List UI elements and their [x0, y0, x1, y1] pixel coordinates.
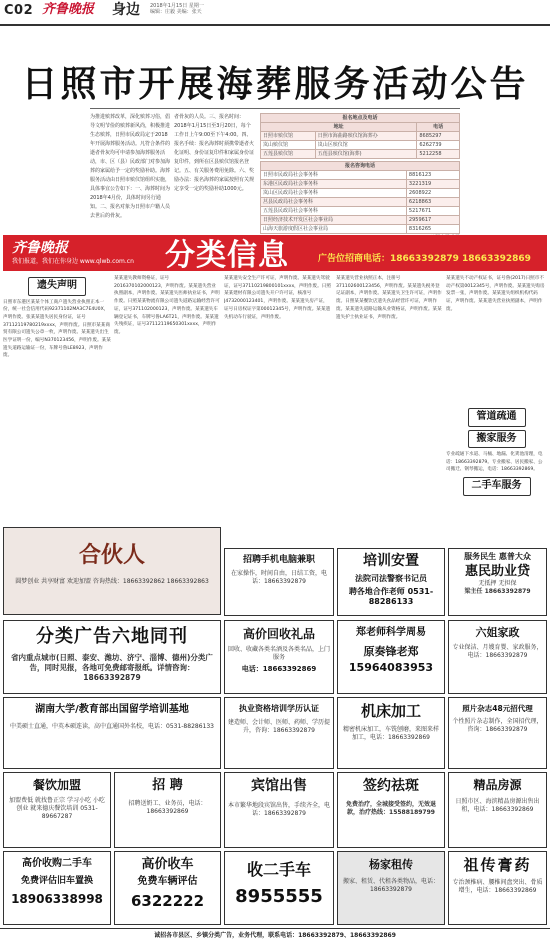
recruit-text: 在家操作，时间自由，日结工资，电话：18663392879	[230, 570, 327, 586]
classified-col-4: 某某遗失营业执照正本，注册号371102600123456，声明作废。某某遗失税务登记证副本，声明作废。某某遗失卫生许可证，声明作废。日照某某餐饮店遗失食品经营许可证，声明作废。某某遗失道路运输从业资格证，声明作废。某某遗失护士执业证书，声明作废。	[336, 276, 442, 320]
housekeep-text: 专业保洁、月嫂育婴、家政服务，电话：18663392879	[452, 643, 543, 659]
loan-contact: 梁主任 18663392879	[464, 588, 531, 596]
title-rule	[90, 108, 460, 109]
gift-sub: 回收、收藏各类名酒及各类名品，上门服务	[228, 646, 331, 661]
table-row	[261, 198, 460, 207]
exam-ad	[224, 697, 334, 769]
hunan-title: 湖南大学/教育部出国留学培训基地	[35, 704, 189, 715]
table-cell: 8685297	[417, 132, 460, 141]
science-phone: 15964083953	[348, 661, 434, 675]
gift-ad	[224, 620, 334, 694]
table-cell: 莒县民政局社会事务科	[261, 198, 407, 207]
usedcar-phone: 18906338998	[11, 891, 103, 906]
table-cell: 5212258	[417, 150, 460, 159]
hotel-text: 本市繁华地段宾馆出售，手续齐全，电话：18663392879	[228, 801, 331, 817]
table-cell: 山海天旅游度假区社会事业局	[261, 225, 407, 234]
partner-title: 合伙人	[78, 543, 145, 568]
housekeep-ad	[448, 620, 547, 694]
jobs-text: 招聘送奶工、业务员，电话：18663392869	[128, 800, 207, 816]
banner-title: 分类信息	[165, 238, 289, 273]
table-cell: 6218863	[406, 198, 459, 207]
boutique-title: 精品房源	[473, 778, 522, 792]
article-col-1: 为推进殡葬改革，深化殡葬习俗，倡导文明节俭的殡葬新风尚，积极推进生态殡葬，日照市民政局定于2018年开展海葬服务活动。凡符合条件的逝者骨灰均可申请参加海葬服务活动，市、区（县）民政部门对参加海葬的家属给予一定的奖励补助。海葬服务活动由日照市殡仪馆组织实施，具体事宜公告如下：一、海葬时间为2018年4月份，具体时间另行通知。二、报名对象为日照市户籍人员去世后的骨灰。	[90, 114, 170, 219]
hotel-title: 宾馆出售	[251, 778, 307, 794]
training-ad	[337, 548, 445, 616]
col5-notices: 某某遗失不动产权证书，证号鲁(2017)日照市不动产权第0012345号，声明作废。某某遗失购房发票一张，声明作废。某某遗失组织机构代码证，声明作废。某某遗失营业执照副本，声明作废。	[446, 276, 545, 312]
date-line	[150, 3, 270, 16]
banner-slogan: 我们报道，我们在你身边 www.qlwb.com.cn	[12, 258, 134, 265]
page-code: C02	[4, 3, 34, 18]
carbuy-sub: 免费车辆评估	[137, 876, 198, 888]
table-cell: 2608922	[406, 189, 459, 198]
table-cell: 五莲县民政局社会事务科	[261, 207, 407, 216]
lathe-text: 精密机床加工，车铣刨磨，来图来样加工，电话：18663392869	[342, 725, 439, 741]
medicine-title: 祖传膏药	[463, 856, 532, 874]
jobs-title: 招 聘	[152, 778, 183, 793]
loan-title: 服务民生 惠普大众	[464, 552, 531, 561]
lathe-ad	[337, 697, 445, 769]
table-row	[261, 132, 460, 141]
section-title: 身边	[112, 2, 140, 18]
gift-phone: 电话：18663392869	[241, 665, 317, 673]
photo-title: 照片杂志48元招代理	[462, 704, 533, 713]
table-row	[261, 150, 460, 159]
sign-text: 免费治疗，全城接受签约，无效退款，治疗热线：15588189799	[345, 800, 436, 816]
banner-phone: 广告位招商电话：18663392879 18663392869	[318, 254, 531, 264]
photo-ad	[448, 697, 547, 769]
usedcar-title: 高价收购二手车	[22, 858, 92, 869]
boutique-ad	[448, 772, 547, 848]
footer-text: 诚招各市县区、乡镇分类广告，业务代理，联系电话：18663392879、18663392869	[154, 932, 396, 939]
table-row	[261, 216, 460, 225]
loan-brand: 惠民助业贷	[464, 564, 530, 579]
table-cell: 日照经济技术开发区社会事业局	[261, 216, 407, 225]
recruit-title: 招聘手机电脑兼职	[242, 555, 315, 565]
issue-date: 2018年1月15日 星期一	[150, 3, 204, 9]
table-row	[261, 225, 460, 234]
training-sub: 法院司法警察书记员	[355, 573, 427, 583]
carbuy-ad	[114, 851, 221, 925]
meal-title: 餐饮加盟	[32, 778, 81, 792]
table-cell: 日照市民政局社会事务科	[261, 171, 407, 180]
table-cell: 岚山区民政局社会事务科	[261, 189, 407, 198]
hunan-text: 中美硕士直通，中英本硕连读，高中直通国外名校，电话：0531-88286133	[10, 722, 214, 730]
carbuy-title: 高价收车	[141, 857, 194, 872]
housekeep-title: 六姐家政	[475, 626, 520, 639]
usedcar-ad	[3, 851, 111, 925]
article-col-2: 者骨灰的人员。三、报名时间：2018年1月15日至3月20日，每个工作日上午9:00至下午4:00。四、报名手续：报名海葬时须携带逝者火化证明、身份证复印件和家属身份证复印件，到所在区县殡仪馆报名登记。五、有关服务费用免除。六、奖励办法：报名海葬的家属按照有关规定享受一定的奖励补助1000元。	[174, 114, 254, 192]
car2-ad	[224, 851, 334, 925]
table-row	[261, 171, 460, 180]
lost-heading: 遗失声明	[28, 277, 86, 296]
classified-col-3: 某某遗失安全生产许可证，声明作废。某某遗失驾驶证，证号37110219800101xxxx，声明作废。日照某某建材有限公司遗失开户许可证，核准号J4732000123401，声明作废。某某遗失房产证，证号日房权证字第00012345号，声明作废。某某遗失机动车行驶证，声明作废。	[224, 276, 331, 320]
sign-title: 签约祛斑	[363, 778, 419, 794]
photo-text: 个性照片杂志制作，全国招代理，咨询：18663392879	[452, 718, 543, 734]
science-brand: 原奏锋老郑	[363, 644, 419, 658]
ad-cities-title: 分类广告六地同刊	[36, 626, 188, 647]
table-cell: 3221319	[406, 180, 459, 189]
newspaper-logo: 齐鲁晚报	[42, 2, 95, 17]
car2-phone: 8955555	[235, 886, 323, 907]
rent-ad	[337, 851, 445, 925]
staff-line: 编辑：庄毅 美编：张天	[150, 9, 202, 16]
partner-sub: 圆梦创业 共享财富 欢迎加盟 咨询热线：18663392862 18663392863	[15, 577, 209, 585]
exam-title: 执业资格培训学历认证	[239, 704, 319, 713]
hunan-ad	[3, 697, 221, 769]
medicine-text: 专治颈椎病、腰椎间盘突出、骨质增生，电话：18663392869	[452, 878, 543, 894]
table-cell: 岚山殡仪馆	[261, 141, 316, 150]
usedcar-heading: 二手车服务	[463, 477, 531, 496]
table1-head-phone: 电话	[417, 123, 460, 132]
loan-sub: 无抵押 无担保	[478, 580, 517, 588]
pipe-heading: 管道疏通	[468, 408, 526, 427]
header-rule	[0, 24, 550, 26]
partner-ad	[3, 527, 221, 615]
table-cell: 五莲县殡仪馆	[261, 150, 316, 159]
banner-logo: 齐鲁晚报	[12, 240, 68, 256]
science-title: 郑老师科学周易	[356, 627, 426, 638]
car2-title: 收二手车	[246, 860, 311, 879]
table-cell: 东港区民政局社会事务科	[261, 180, 407, 189]
table-cell: 6262739	[417, 141, 460, 150]
table2-title: 报名咨询电话	[261, 162, 460, 171]
ad-cities-ad	[3, 620, 221, 694]
rent-text: 搬家、租赁、代租各类物品，电话：18663392879	[342, 877, 439, 893]
meal-ad	[3, 772, 111, 848]
jobs-ad	[114, 772, 221, 848]
rent-title: 杨家租传	[369, 858, 413, 871]
usedcar-sub: 免费评估旧车置换	[20, 875, 93, 886]
table-cell: 5217671	[406, 207, 459, 216]
table-row	[261, 207, 460, 216]
recruit-ad	[224, 548, 334, 616]
table-row	[261, 189, 460, 198]
classified-col-2: 某某遗失教师资格证，证号2016370102000123，声明作废。某某遗失营业执照副本，声明作废。某某遗失医师执业证书，声明作废。日照某某物流有限公司遗失道路运输经营许可证，证号371102000123，声明作废。某某遗失车辆登记证书，车牌号鲁LA6T21，声明作废。某某遗失残疾证，证号37112119650301xxxx，声明作废。	[114, 276, 220, 335]
table-cell: 岚山区殡仪馆	[315, 141, 417, 150]
table-cell: 五莲县殡仪馆(海葬)	[315, 150, 417, 159]
gift-title: 高价回收礼品	[242, 627, 315, 641]
exam-text: 建造师、会计师、医师、药师、学历提升，咨询：18663392879	[228, 719, 331, 734]
medicine-ad	[448, 851, 547, 925]
table-cell: 日照市殡仪馆	[261, 132, 316, 141]
table1-head-address: 地址	[261, 123, 417, 132]
moving-heading: 搬家服务	[468, 430, 526, 449]
lost-notices: 日照市东港区某某个体工商户遗失营业执照正本一份，统一社会信用代码92371102MA3C7E4U0X，声明作废。张某某遗失居民身份证，证号37112119780219xxxx，声明作废。日照市某某商贸有限公司遗失公章一枚，声明作废。某某遗失出生医学证明一份，编号N370123456，声明作废。某某遗失道路运输证一份，车牌号鲁LE8923，声明作废。	[3, 299, 111, 359]
sign-ad	[337, 772, 445, 848]
contacts-tables	[260, 113, 460, 250]
table-cell: 2959617	[406, 216, 459, 225]
ad-cities-text: 省内重点城市(日照、泰安、潍坊、济宁、淄博、德州)分类广告，同时见报，各地可免费邮寄报纸。详情咨询：18663392879	[11, 652, 213, 682]
table-cell: 8316265	[406, 225, 459, 234]
registration-table	[260, 113, 460, 159]
training-title: 培训安置	[363, 553, 419, 569]
hotel-ad	[224, 772, 334, 848]
training-phone: 聘各地合作老师 0531-88286133	[348, 586, 434, 606]
boutique-text: 日照市区、海滨精品房源出售出租，电话：18663392869	[455, 798, 540, 813]
table-cell: 日照市海曲路殡仪馆海葬办	[315, 132, 417, 141]
article-title: 日照市开展海葬服务活动公告	[21, 63, 529, 105]
classified-col-5	[446, 275, 547, 545]
table-row	[261, 180, 460, 189]
lathe-title: 机床加工	[360, 702, 421, 720]
table-row	[261, 141, 460, 150]
col5-services: 专业疏通下水道、马桶、地漏、化粪池清理，电话：18663392879。专业搬家、居民搬家、公司搬迁、钢琴搬运，电话：18663392869。	[446, 452, 543, 473]
table-cell: 8816123	[406, 171, 459, 180]
carbuy-phone: 6322222	[130, 891, 205, 910]
science-ad	[337, 620, 445, 694]
loan-ad	[448, 548, 547, 616]
meal-text: 加盟费低 就找鲁正宗 学习小吃 小吃创业 就来德庆餐饮培训 0531-89667287	[9, 797, 105, 820]
table1-title: 报名地点及电话	[261, 114, 460, 123]
consult-table	[260, 161, 460, 234]
